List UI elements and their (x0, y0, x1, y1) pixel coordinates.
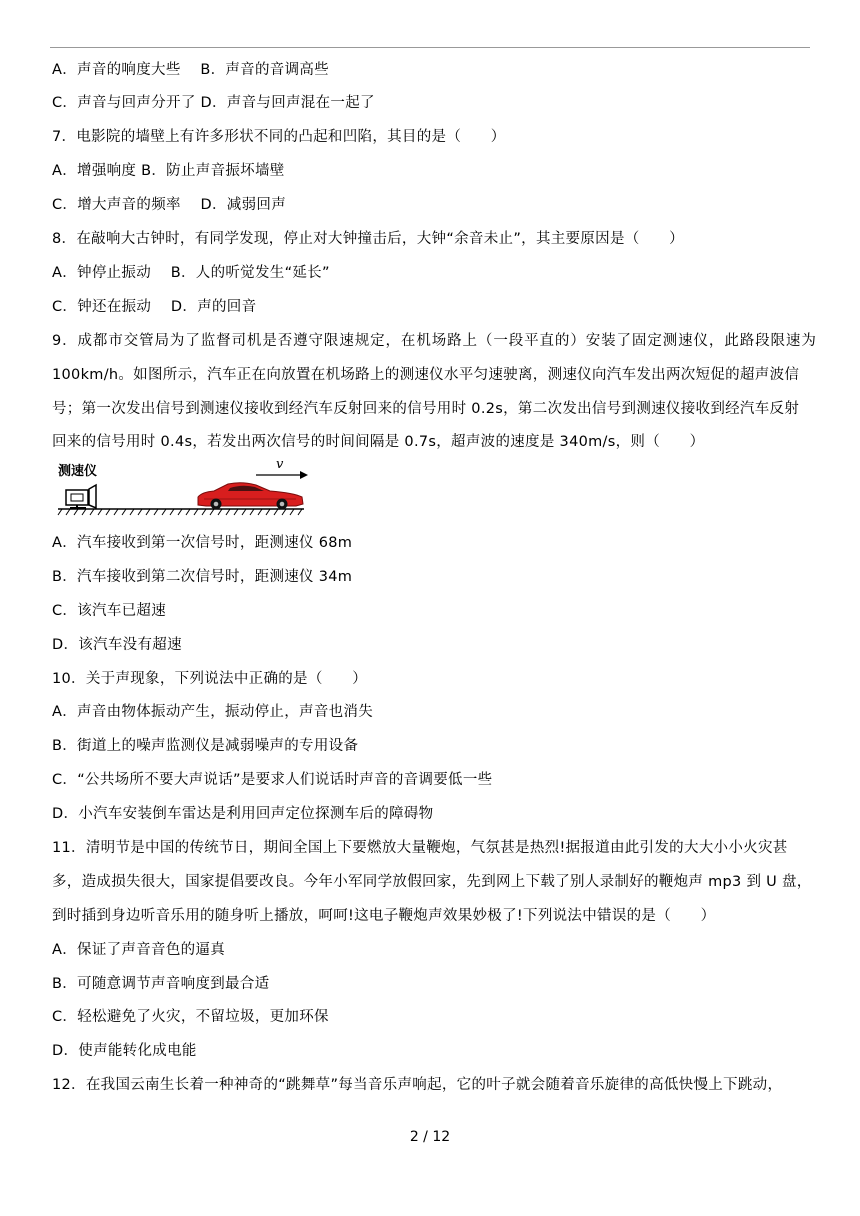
q7-options-ab: A．增强响度 B．防止声音振坏墙壁 (52, 163, 285, 179)
q9-stem-line-2: 100km/h。如图所示，汽车正在向放置在机场路上的测速仪水平匀速驶离，测速仪向汽车发出两次短促的超声波信 (52, 367, 800, 383)
q9-stem-line-1: 9．成都市交管局为了监督司机是否遵守限速规定，在机场路上（一段平直的）安装了固定测速仪，此路段限速为 (52, 333, 817, 349)
q11-option-c: C．轻松避免了火灾，不留垃圾，更加环保 (52, 1009, 329, 1025)
speed-detector-diagram (56, 460, 308, 520)
q8-stem: 8．在敲响大古钟时，有同学发现，停止对大钟撞击后，大钟“余音未止”，其主要原因是（ ） (52, 231, 684, 247)
ground-hatching (58, 509, 302, 515)
q11-option-a: A．保证了声音音色的逼真 (52, 942, 226, 958)
q6-options-cd: C．声音与回声分开了 D．声音与回声混在一起了 (52, 95, 375, 111)
velocity-label: v (276, 457, 284, 472)
q11-stem-line-3: 到时插到身边听音乐用的随身听上播放，呵呵!这电子鞭炮声效果妙极了!下列说法中错误的是（ ） (52, 908, 716, 924)
q10-option-a: A．声音由物体振动产生，振动停止，声音也消失 (52, 704, 374, 720)
q11-option-b: B．可随意调节声音响度到最合适 (52, 976, 270, 992)
q9-option-d: D．该汽车没有超速 (52, 637, 182, 653)
q7-stem: 7．电影院的墙壁上有许多形状不同的凸起和凹陷，其目的是（ ） (52, 129, 506, 145)
q8-options-ab: A．钟停止振动 B．人的听觉发生“延长” (52, 265, 330, 281)
speed-detector-device (66, 485, 96, 508)
q10-option-b: B．街道上的噪声监测仪是减弱噪声的专用设备 (52, 738, 359, 754)
q9-stem-line-3: 号；第一次发出信号到测速仪接收到经汽车反射回来的信号用时 0.2s，第二次发出信号到测速仪接收到经汽车反射 (52, 401, 800, 417)
q12-stem-line-1: 12．在我国云南生长着一种神奇的“跳舞草”每当音乐声响起，它的叶子就会随着音乐旋律的高低快慢上下跳动， (52, 1077, 783, 1093)
car-icon (198, 483, 303, 510)
q10-option-c: C．“公共场所不要大声说话”是要求人们说话时声音的音调要低一些 (52, 772, 493, 788)
q9-option-c: C．该汽车已超速 (52, 603, 167, 619)
speed-detector-label: 测速仪 (58, 464, 98, 479)
page-number: 2 / 12 (409, 1129, 451, 1145)
q11-option-d: D．使声能转化成电能 (52, 1043, 197, 1059)
velocity-arrowhead (300, 471, 308, 479)
speed-detector-figure (56, 457, 308, 520)
q11-stem-line-2: 多，造成损失很大，国家提倡要改良。今年小军同学放假回家，先到网上下载了别人录制好的鞭炮声 mp3 到 U 盘， (52, 874, 812, 890)
header-rule (50, 47, 810, 48)
q11-stem-line-1: 11．清明节是中国的传统节日，期间全国上下要燃放大量鞭炮，气氛甚是热烈!据报道由此引发的大大小小火灾甚 (52, 840, 788, 856)
q10-option-d: D．小汽车安装倒车雷达是利用回声定位探测车后的障碍物 (52, 806, 434, 822)
q8-options-cd: C．钟还在振动 D．声的回音 (52, 299, 257, 315)
q7-options-cd: C．增大声音的频率 D．减弱回声 (52, 197, 286, 213)
q9-option-b: B．汽车接收到第二次信号时，距测速仪 34m (52, 569, 353, 585)
q9-stem-line-4: 回来的信号用时 0.4s，若发出两次信号的时间间隔是 0.7s，超声波的速度是 340m/s，则（ ） (52, 434, 705, 450)
q6-options-ab: A．声音的响度大些 B．声音的音调高些 (52, 62, 329, 78)
q10-stem: 10．关于声现象，下列说法中正确的是（ ） (52, 671, 368, 687)
q9-option-a: A．汽车接收到第一次信号时，距测速仪 68m (52, 535, 353, 551)
